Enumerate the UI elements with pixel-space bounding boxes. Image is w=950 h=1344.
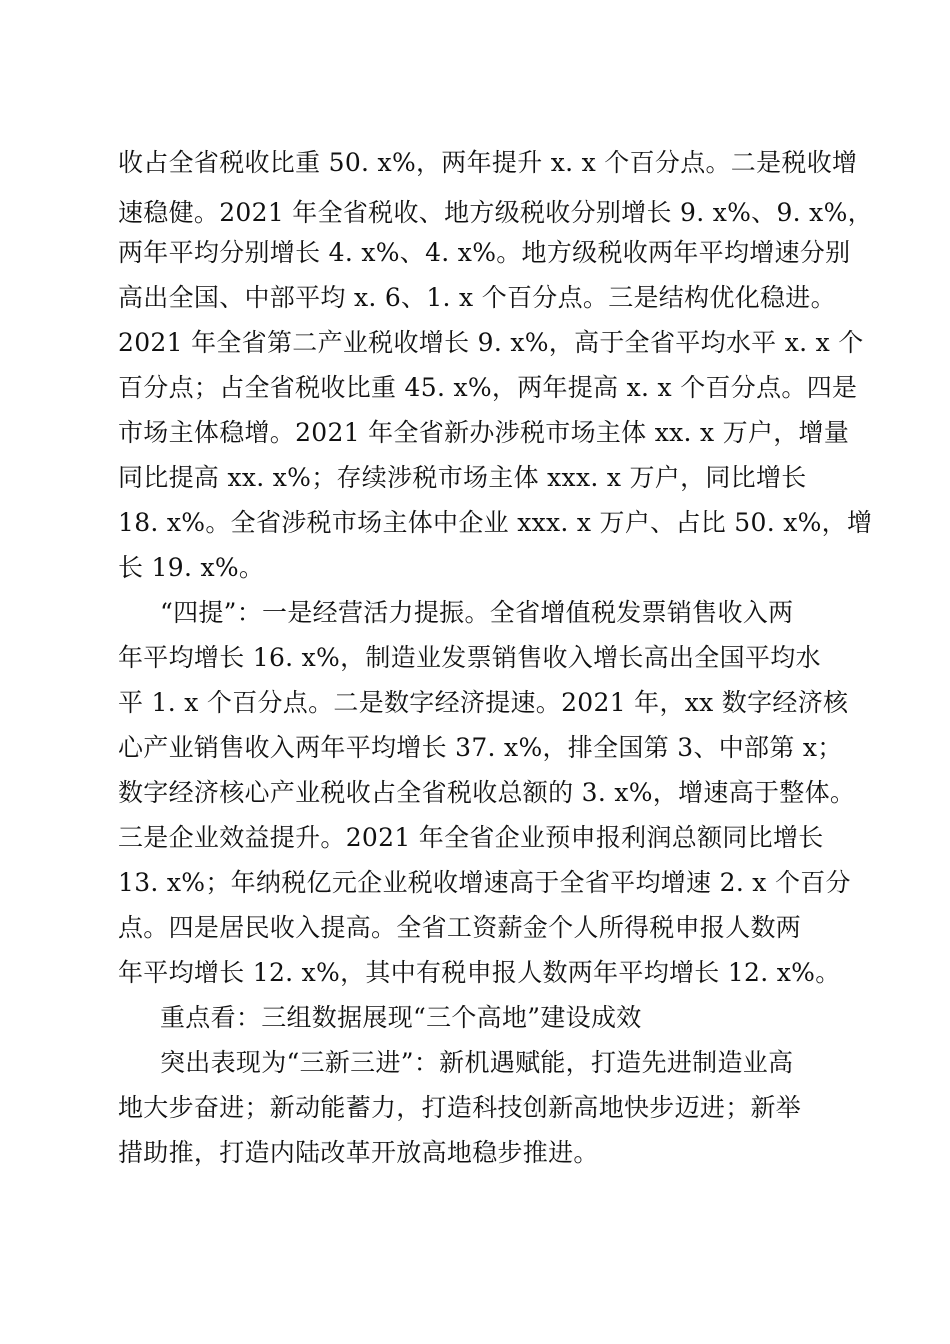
text-line: 三是企业效益提升。2021 年全省企业预申报利润总额同比增长 xyxy=(118,823,824,852)
section-heading: 重点看：三组数据展现“三个高地”建设成效 xyxy=(160,1003,642,1032)
text-line: 市场主体稳增。2021 年全省新办涉税市场主体 xx. x 万户，增量 xyxy=(118,418,850,447)
text-line: 心产业销售收入两年平均增长 37. x%，排全国第 3、中部第 x； xyxy=(118,733,843,762)
text-line: 2021 年全省第二产业税收增长 9. x%，高于全省平均水平 x. x 个 xyxy=(118,328,864,357)
paragraph-first-line: 突出表现为“三新三进”：新机遇赋能，打造先进制造业高 xyxy=(160,1048,794,1077)
text-line: 点。四是居民收入提高。全省工资薪金个人所得税申报人数两 xyxy=(118,913,802,942)
text-line: 同比提高 xx. x%；存续涉税市场主体 xxx. x 万户，同比增长 xyxy=(118,463,807,492)
text-line: 数字经济核心产业税收占全省税收总额的 3. x%，增速高于整体。 xyxy=(118,778,856,807)
text-line: 平 1. x 个百分点。二是数字经济提速。2021 年，xx 数字经济核 xyxy=(118,688,849,717)
text-line: 收占全省税收比重 50. x%，两年提升 x. x 个百分点。二是税收增 xyxy=(118,148,858,177)
text-line: 地大步奋进；新动能蓄力，打造科技创新高地快步迈进；新举 xyxy=(118,1093,802,1122)
text-line: 长 19. x%。 xyxy=(118,553,265,582)
text-line: 措助推，打造内陆改革开放高地稳步推进。 xyxy=(118,1138,599,1167)
text-line: 年平均增长 16. x%，制造业发票销售收入增长高出全国平均水 xyxy=(118,643,821,672)
text-line: 高出全国、中部平均 x. 6、1. x 个百分点。三是结构优化稳进。 xyxy=(118,283,836,312)
text-line: 速稳健。2021 年全省税收、地方级税收分别增长 9. x%、9. x%， xyxy=(118,198,873,227)
text-line: 13. x%；年纳税亿元企业税收增速高于全省平均增速 2. x 个百分 xyxy=(118,868,851,897)
paragraph-first-line: “四提”：一是经营活力提振。全省增值税发票销售收入两 xyxy=(160,598,794,627)
text-line: 百分点；占全省税收比重 45. x%，两年提高 x. x 个百分点。四是 xyxy=(118,373,858,402)
text-line: 年平均增长 12. x%，其中有税申报人数两年平均增长 12. x%。 xyxy=(118,958,841,987)
text-line: 18. x%。全省涉税市场主体中企业 xxx. x 万户、占比 50. x%，增 xyxy=(118,508,873,537)
text-line: 两年平均分别增长 4. x%、4. x%。地方级税收两年平均增速分别 xyxy=(118,238,851,267)
